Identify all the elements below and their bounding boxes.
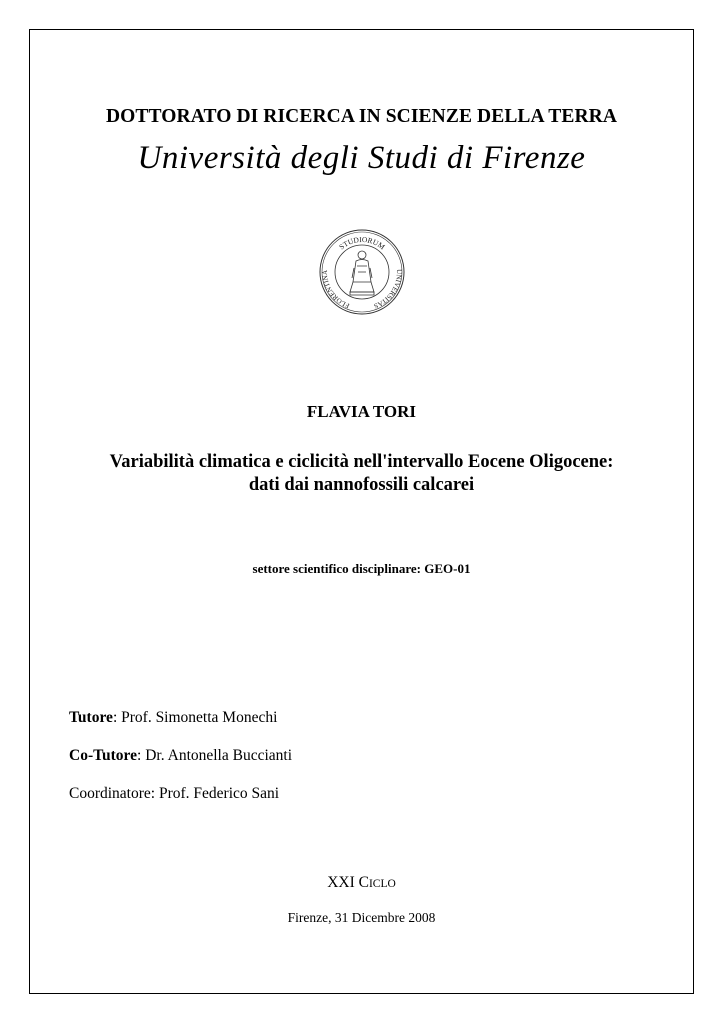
thesis-title-line-2: dati dai nannofossili calcarei xyxy=(248,475,475,495)
tutor-line xyxy=(69,709,277,727)
cotutor-label: Co-Tutore xyxy=(69,747,138,764)
seal-text-left: FLORENTINA xyxy=(320,269,351,310)
author-name: FLAVIA TORI xyxy=(306,402,417,421)
coordinator-line: Coordinatore: Prof. Federico Sani xyxy=(69,785,280,802)
seal-text-top: STUDIORUM xyxy=(337,234,387,252)
thesis-title-line-1: Variabilità climatica e ciclicità nell'intervallo Eocene Oligocene: xyxy=(109,452,614,472)
svg-text:FLORENTINA xyxy=(321,270,351,310)
doctoral-cycle xyxy=(29,874,694,892)
cycle-roman: XXI xyxy=(327,874,359,891)
university-name: Università degli Studi di Firenze xyxy=(137,140,586,176)
cotutor-line xyxy=(69,747,292,765)
seal-text-right: UNIVERSITAS xyxy=(372,269,404,311)
tutor-name: : Prof. Simonetta Monechi xyxy=(112,709,278,726)
thesis-title xyxy=(29,451,694,497)
cycle-initial: C xyxy=(358,874,369,891)
place-date: Firenze, 31 Dicembre 2008 xyxy=(287,910,436,925)
doctorate-program-heading: DOTTORATO DI RICERCA IN SCIENZE DELLA TERRA xyxy=(105,106,618,127)
cotutor-name: : Dr. Antonella Buccianti xyxy=(137,747,293,764)
university-seal-icon xyxy=(318,228,406,316)
svg-text:STUDIORUM xyxy=(337,235,387,252)
scientific-sector: settore scientifico disciplinare: GEO-01 xyxy=(252,561,471,576)
svg-text:UNIVERSITAS xyxy=(373,269,403,310)
tutor-label: Tutore xyxy=(69,709,113,726)
cycle-rest: ICLO xyxy=(368,878,396,890)
